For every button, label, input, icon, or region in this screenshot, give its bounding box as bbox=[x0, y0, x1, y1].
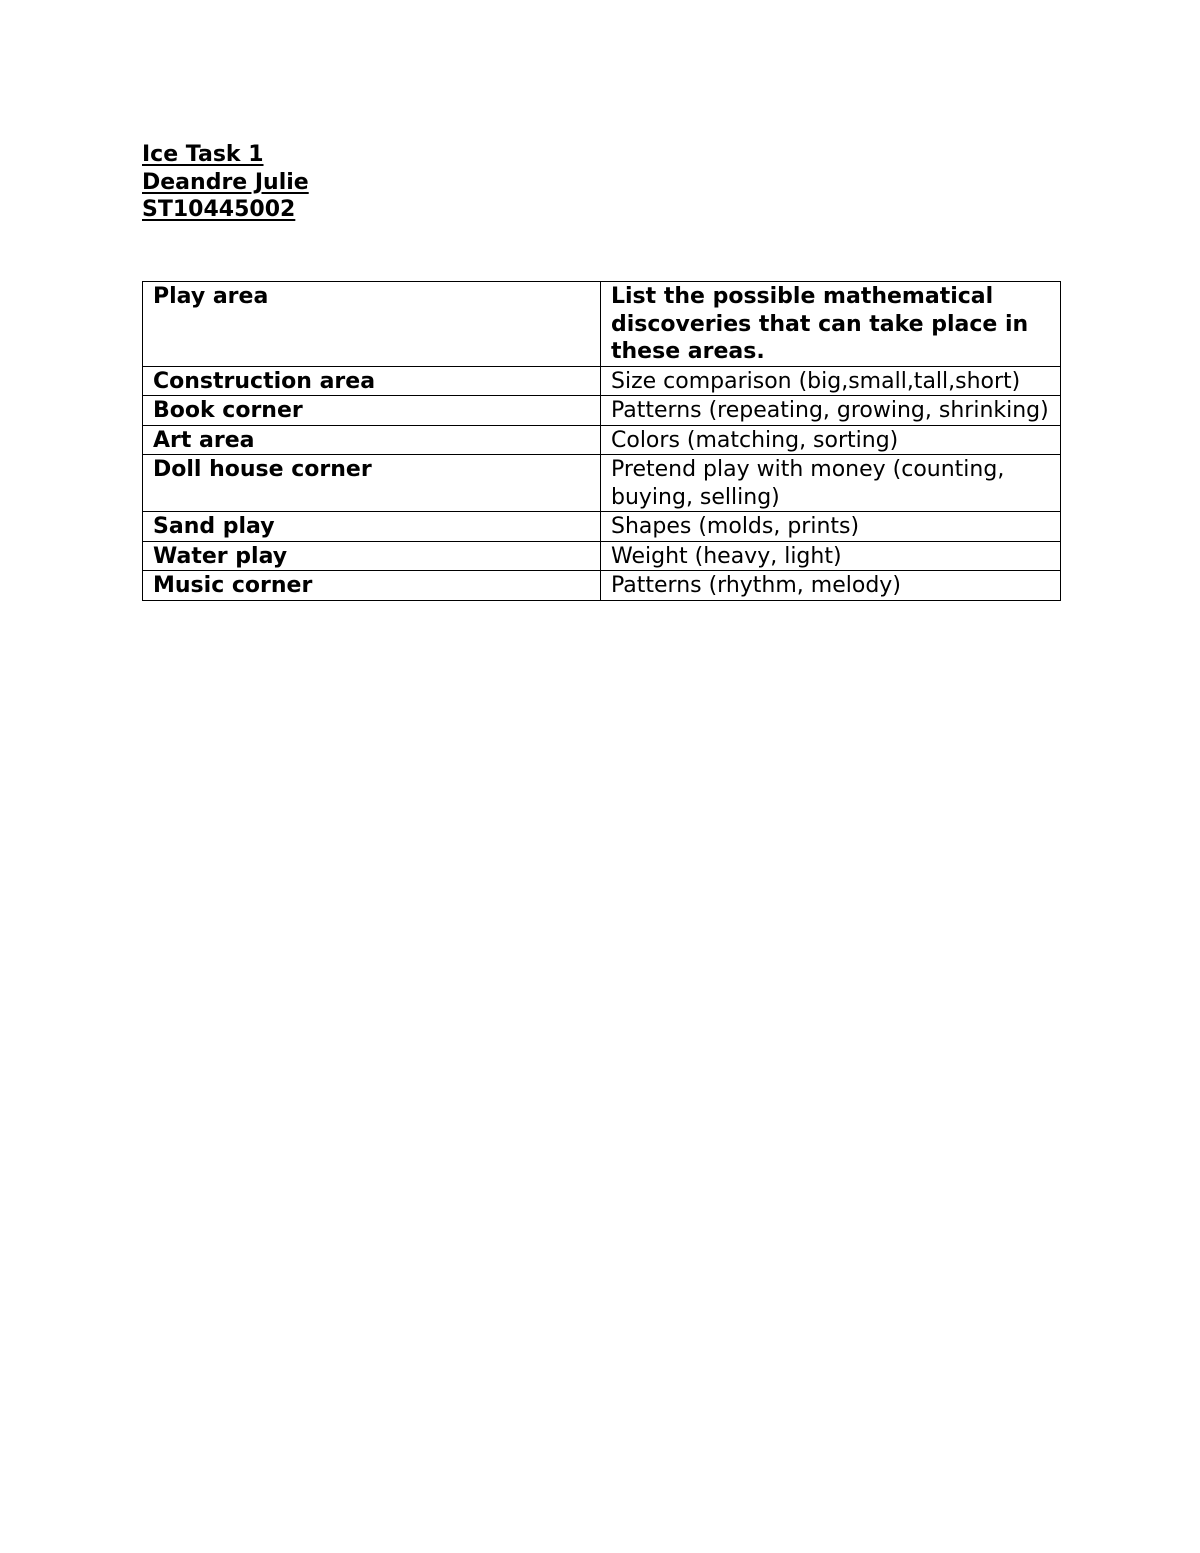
column-header-discoveries: List the possible mathematical discoveries that can take place in these areas. bbox=[601, 282, 1061, 367]
discoveries-cell: Pretend play with money (counting, buying, selling) bbox=[601, 455, 1061, 512]
table-row bbox=[143, 396, 1061, 426]
table-header-row bbox=[143, 282, 1061, 367]
play-area-cell: Book corner bbox=[143, 396, 601, 426]
table-row bbox=[143, 455, 1061, 512]
play-area-cell: Art area bbox=[143, 425, 601, 455]
student-name: Deandre Julie bbox=[142, 169, 309, 195]
document-title: Ice Task 1 bbox=[142, 142, 264, 167]
play-area-cell: Construction area bbox=[143, 366, 601, 396]
discoveries-cell: Colors (matching, sorting) bbox=[601, 425, 1061, 455]
student-number: ST10445002 bbox=[142, 197, 296, 222]
column-header-play-area: Play area bbox=[143, 282, 601, 367]
table-row bbox=[143, 366, 1061, 396]
play-area-cell: Water play bbox=[143, 541, 601, 571]
table-row bbox=[143, 512, 1061, 542]
table-row bbox=[143, 571, 1061, 601]
discoveries-cell: Patterns (rhythm, melody) bbox=[601, 571, 1061, 601]
play-area-cell: Music corner bbox=[143, 571, 601, 601]
discoveries-cell: Size comparison (big,small,tall,short) bbox=[601, 366, 1061, 396]
document-header bbox=[142, 141, 309, 224]
table-row bbox=[143, 541, 1061, 571]
play-area-cell: Sand play bbox=[143, 512, 601, 542]
play-area-table bbox=[142, 281, 1061, 601]
discoveries-cell: Patterns (repeating, growing, shrinking) bbox=[601, 396, 1061, 426]
table-row bbox=[143, 425, 1061, 455]
discoveries-cell: Shapes (molds, prints) bbox=[601, 512, 1061, 542]
discoveries-cell: Weight (heavy, light) bbox=[601, 541, 1061, 571]
play-area-cell: Doll house corner bbox=[143, 455, 601, 512]
